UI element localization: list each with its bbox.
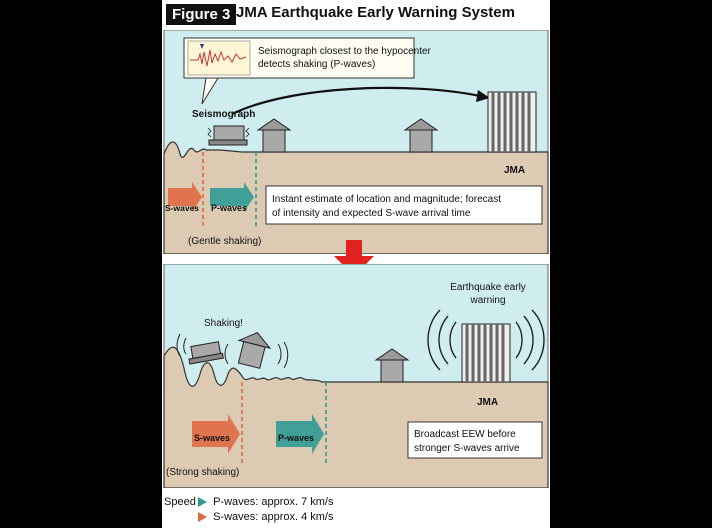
warning-label-line-2: warning <box>470 295 506 306</box>
callout-line-2: detects shaking (P-waves) <box>258 59 376 70</box>
p-waves-speed: P-waves: approx. 7 km/s <box>213 496 334 509</box>
s-waves-label: S-waves <box>194 433 231 443</box>
figure-title: JMA Earthquake Early Warning System <box>236 4 515 21</box>
jma-label: JMA <box>477 397 499 408</box>
legend-p-waves <box>198 496 334 508</box>
strong-shaking-note: (Strong shaking) <box>166 467 240 478</box>
speed-legend <box>162 494 550 528</box>
broadcast-info-line-1: Broadcast EEW before <box>414 429 516 440</box>
estimate-info-line-2: of intensity and expected S-wave arrival time <box>272 208 471 219</box>
p-waves-label: P-waves <box>278 433 315 443</box>
estimate-info-line-1: Instant estimate of location and magnitude; forecast <box>272 194 502 205</box>
jma-label: JMA <box>504 165 526 176</box>
callout-line-1: Seismograph closest to the hypocenter <box>258 46 431 57</box>
figure-label: Figure 3 <box>166 4 236 25</box>
broadcast-info-line-2: stronger S-waves arrive <box>414 443 520 454</box>
jma-building-icon <box>462 324 510 382</box>
speed-label: Speed <box>164 496 196 508</box>
shaking-label: Shaking! <box>204 318 243 329</box>
jma-building-icon <box>488 92 536 152</box>
figure <box>162 0 550 528</box>
warning-label-line-1: Earthquake early <box>450 282 526 293</box>
p-wave-legend-icon <box>198 497 207 507</box>
gentle-shaking-note: (Gentle shaking) <box>188 236 262 247</box>
s-waves-speed: S-waves: approx. 4 km/s <box>213 511 334 524</box>
title-bar <box>162 0 550 26</box>
panel-bottom <box>162 264 550 488</box>
legend-s-waves <box>198 511 334 523</box>
seismograph-label: Seismograph <box>192 109 256 120</box>
s-wave-legend-icon <box>198 512 207 522</box>
seismograph-icon <box>208 126 249 145</box>
s-waves-label: S-waves <box>165 203 200 213</box>
p-waves-label: P-waves <box>211 203 248 213</box>
panel-top <box>162 30 550 254</box>
